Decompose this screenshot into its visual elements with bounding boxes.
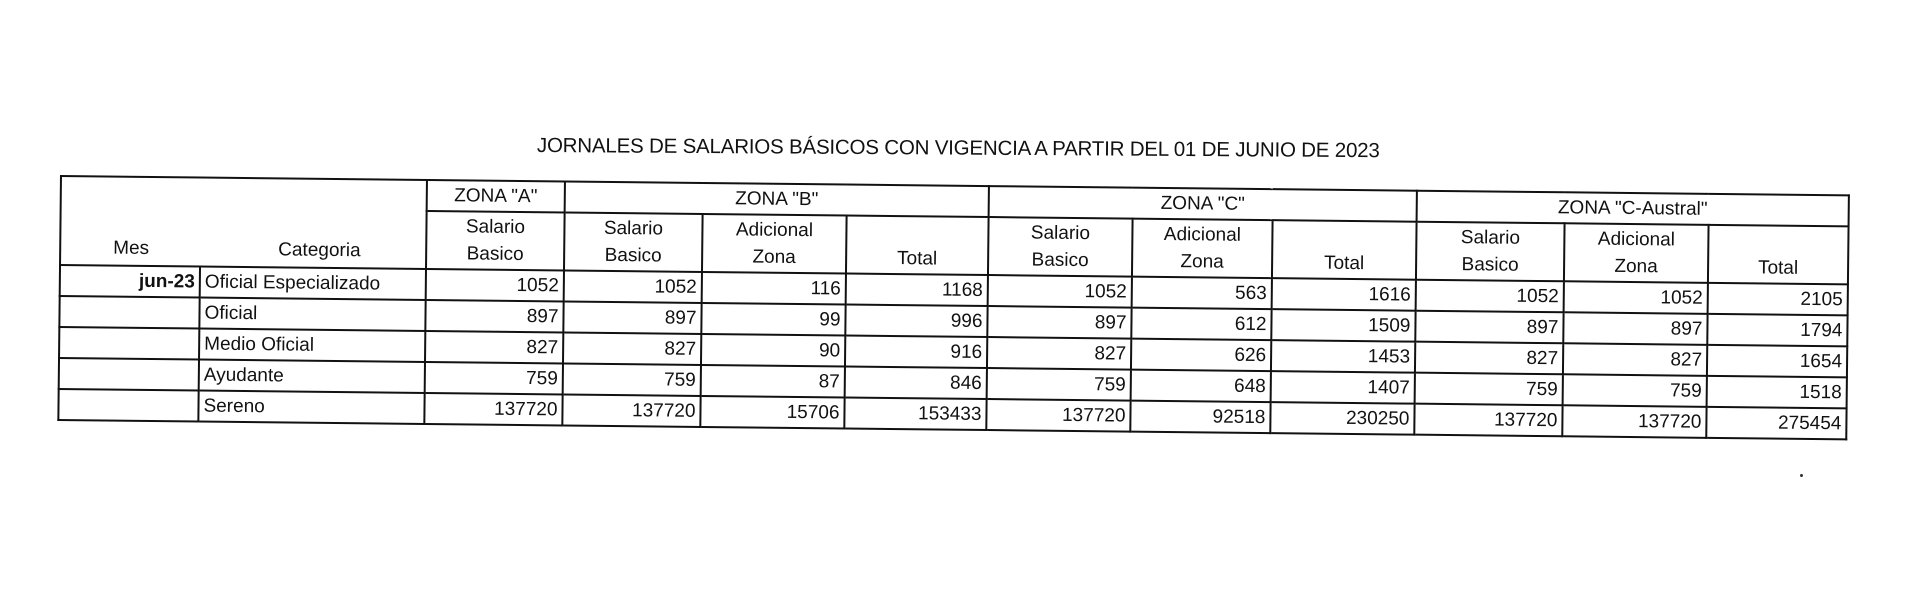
zona-b-salario-basico-cell: 137720 (562, 394, 700, 426)
zona-b-salario-basico-cell: 759 (563, 363, 701, 395)
scan-speck (1800, 474, 1803, 477)
mes-header: Mes (113, 237, 150, 260)
zona-c-austral-adicional-zona-cell: 827 (1563, 343, 1707, 376)
zona-c-salario-basico-cell: 827 (987, 337, 1131, 370)
zona-b-total-cell: 153433 (844, 398, 986, 431)
zona-c-adicional-zona-header: Adicional Zona (1132, 219, 1273, 279)
zona-b-total-cell: 1168 (846, 274, 988, 307)
zona-b-total-cell: 996 (845, 305, 987, 338)
zona-c-austral-salario-basico-cell: 897 (1415, 311, 1563, 344)
zona-b-total-cell: 846 (845, 367, 987, 400)
zona-a-salario-basico-cell: 137720 (424, 393, 562, 425)
zona-c-salario-basico-header: Salario Basico (988, 217, 1133, 277)
zona-c-header: ZONA "C" (989, 186, 1417, 222)
zona-c-adicional-zona-cell: 563 (1132, 277, 1272, 310)
zona-c-salario-basico-cell: 1052 (988, 275, 1132, 308)
categoria-cell: Medio Oficial (199, 329, 425, 362)
zona-b-total-cell: 916 (845, 336, 987, 369)
zona-b-salario-basico-cell: 827 (563, 332, 701, 364)
zona-a-salario-basico-header: Salario Basico (426, 211, 565, 270)
zona-b-salario-basico-header: Salario Basico (564, 212, 703, 271)
zona-c-total-cell: 1616 (1272, 278, 1416, 311)
zona-b-adicional-zona-cell: 15706 (700, 396, 844, 429)
zona-c-adicional-zona-cell: 92518 (1130, 401, 1270, 434)
zona-c-salario-basico-cell: 897 (987, 306, 1131, 339)
zona-c-total-cell: 1453 (1271, 340, 1415, 373)
categoria-cell: Ayudante (199, 360, 425, 393)
zona-c-total-cell: 230250 (1270, 402, 1414, 435)
zona-c-austral-adicional-zona-cell: 1052 (1564, 281, 1708, 314)
salary-table-wrapper (57, 175, 1850, 440)
categoria-cell: Sereno (198, 391, 424, 424)
zona-b-adicional-zona-header: Adicional Zona (702, 214, 847, 274)
zona-c-total-cell: 1509 (1271, 309, 1415, 342)
zona-b-total-header: Total (846, 216, 989, 276)
zona-a-salario-basico-cell: 759 (425, 362, 563, 394)
zona-c-austral-salario-basico-cell: 1052 (1416, 280, 1564, 313)
zona-c-austral-total-header: Total (1708, 225, 1849, 285)
zona-c-austral-adicional-zona-cell: 759 (1563, 374, 1707, 407)
mes-cell: jun-23 (60, 265, 200, 298)
mes-cell (59, 296, 199, 329)
zona-b-adicional-zona-cell: 87 (701, 365, 845, 398)
zona-c-salario-basico-cell: 137720 (986, 399, 1130, 432)
zona-c-austral-total-cell: 1518 (1707, 376, 1847, 409)
document-title: JORNALES DE SALARIOS BÁSICOS CON VIGENCIA A PARTIR DEL 01 DE JUNIO DE 2023 (536, 134, 1380, 163)
zona-c-salario-basico-cell: 759 (987, 368, 1131, 401)
zona-c-austral-salario-basico-cell: 759 (1415, 373, 1563, 406)
zona-a-salario-basico-cell: 897 (425, 300, 563, 332)
zona-a-salario-basico-cell: 827 (425, 331, 563, 363)
mes-cell (58, 389, 198, 422)
categoria-header: Categoria (278, 239, 361, 262)
zona-c-austral-header: ZONA "C-Austral" (1417, 191, 1849, 227)
zona-c-total-header: Total (1272, 220, 1417, 280)
zona-c-austral-total-cell: 1654 (1707, 345, 1847, 378)
zona-c-austral-total-cell: 1794 (1707, 314, 1847, 347)
mes-cell (59, 358, 199, 391)
zona-b-adicional-zona-cell: 90 (701, 334, 845, 367)
zona-c-austral-adicional-zona-header: Adicional Zona (1564, 223, 1709, 283)
zona-c-adicional-zona-cell: 612 (1131, 308, 1271, 341)
zona-b-adicional-zona-cell: 99 (701, 303, 845, 336)
salary-table (57, 175, 1850, 440)
mes-cell (59, 327, 199, 360)
zona-c-austral-total-cell: 275454 (1706, 407, 1846, 440)
zona-c-austral-adicional-zona-cell: 897 (1563, 312, 1707, 345)
categoria-cell: Oficial (199, 298, 425, 331)
zona-b-salario-basico-cell: 1052 (564, 270, 702, 302)
zona-b-adicional-zona-cell: 116 (702, 272, 846, 305)
zona-b-salario-basico-cell: 897 (563, 301, 701, 333)
zona-c-austral-salario-basico-cell: 137720 (1414, 404, 1562, 437)
zona-c-adicional-zona-cell: 648 (1131, 370, 1271, 403)
zona-c-austral-total-cell: 2105 (1708, 283, 1848, 316)
zona-c-total-cell: 1407 (1271, 371, 1415, 404)
zona-b-header: ZONA "B" (565, 181, 989, 217)
zona-a-header: ZONA "A" (427, 180, 565, 212)
zona-c-austral-adicional-zona-cell: 137720 (1562, 405, 1706, 438)
categoria-cell: Oficial Especializado (200, 267, 426, 300)
mes-categoria-header (60, 176, 427, 269)
zona-c-adicional-zona-cell: 626 (1131, 339, 1271, 372)
zona-a-salario-basico-cell: 1052 (426, 269, 564, 301)
zona-c-austral-salario-basico-header: Salario Basico (1416, 222, 1565, 282)
zona-c-austral-salario-basico-cell: 827 (1415, 342, 1563, 375)
